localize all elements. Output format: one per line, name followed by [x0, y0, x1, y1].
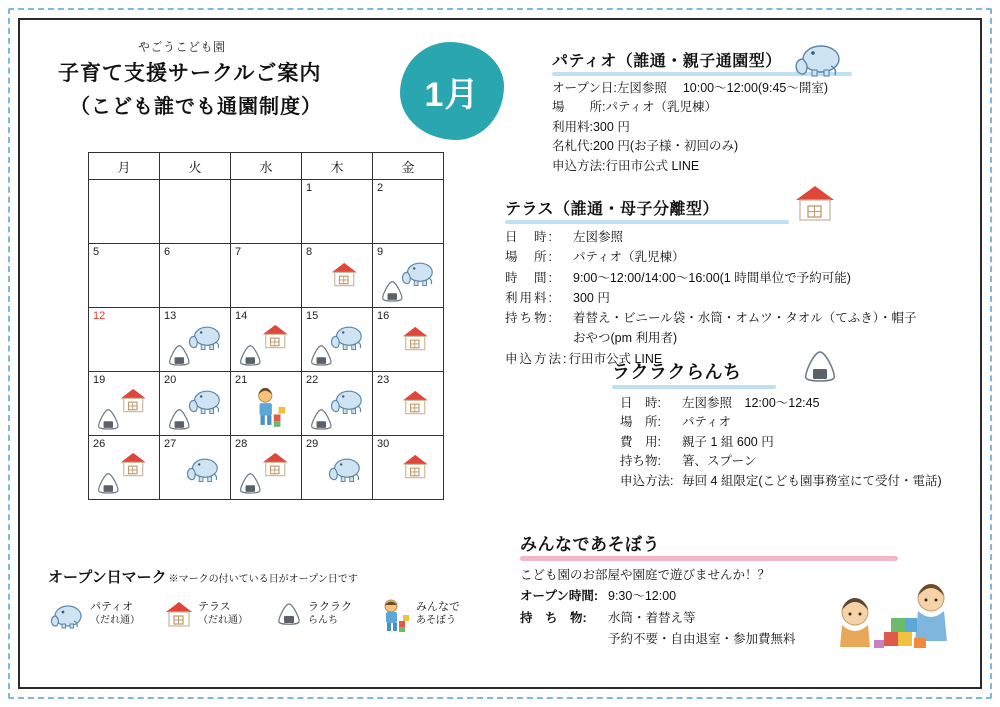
- info-row: [505, 227, 975, 247]
- onigiri-icon: [308, 406, 335, 433]
- weekday-header: 火: [160, 153, 231, 180]
- info-row: [552, 79, 952, 98]
- onigiri-icon: [166, 406, 193, 433]
- calendar-day-cell[interactable]: [231, 372, 302, 436]
- info-label: 時 間:: [505, 270, 554, 285]
- house-icon: [119, 386, 148, 415]
- calendar-table: [88, 152, 444, 500]
- info-label: 利用料:: [505, 290, 554, 305]
- info-row: [552, 118, 952, 137]
- legend-item-sub: あそぼう: [416, 614, 456, 626]
- calendar-day-number: 16: [377, 310, 390, 322]
- calendar-day-cell[interactable]: [373, 244, 444, 308]
- info-label: 持ち物:: [620, 454, 661, 469]
- calendar-day-number: 26: [93, 438, 106, 450]
- calendar-day-icons: [302, 450, 372, 498]
- info-value: 毎回 4 組限定(こども園事務室にて受付・電話): [682, 473, 942, 488]
- lunch-info-list: [612, 394, 972, 491]
- info-label: 費 用:: [620, 434, 661, 449]
- legend-items: [48, 595, 468, 657]
- section-underline: [520, 556, 898, 561]
- terrace-info-list: [505, 227, 975, 369]
- info-value: 9:30～12:00: [608, 589, 677, 604]
- calendar-day-number: 13: [164, 310, 177, 322]
- section-title-lunch-text: ラクラクらんち: [612, 362, 742, 382]
- legend-item-label: ラクラク: [308, 601, 352, 613]
- elephant-icon: [184, 454, 222, 484]
- calendar-day-number: 19: [93, 374, 106, 386]
- calendar-day-icons: [302, 322, 372, 370]
- section-terrace: [505, 196, 975, 369]
- onigiri-icon: [308, 342, 335, 369]
- section-underline: [612, 385, 776, 389]
- play-child-icon: [251, 386, 289, 428]
- asobou-lead: こども園のお部屋や園庭で遊びませんか！？: [520, 568, 771, 582]
- info-value: パティオ: [682, 415, 732, 430]
- elephant-icon: [48, 599, 86, 629]
- weekday-header: 木: [302, 153, 373, 180]
- legend-item-sub: （だれ通）: [198, 614, 248, 626]
- calendar-empty-cell: [231, 180, 302, 244]
- weekday-header: 水: [231, 153, 302, 180]
- section-title-patio-text: パティオ（誰通・親子通園型）: [552, 53, 782, 70]
- calendar-week-row: [89, 244, 444, 308]
- info-row: [620, 472, 972, 491]
- info-row: [505, 247, 975, 267]
- calendar-day-icons: [160, 450, 230, 498]
- house-icon: [261, 322, 290, 351]
- calendar-day-number: 2: [377, 182, 384, 194]
- calendar-day-number: 27: [164, 438, 177, 450]
- section-title-lunch: [612, 358, 742, 384]
- calendar-day-cell[interactable]: [373, 436, 444, 500]
- calendar-day-icons: [89, 386, 159, 434]
- calendar-day-cell[interactable]: [89, 308, 160, 372]
- calendar-day-number: 5: [93, 246, 100, 258]
- section-title-asobou: [520, 530, 660, 555]
- info-row: [505, 308, 975, 328]
- info-row: [505, 288, 975, 308]
- info-label: 日 時:: [505, 230, 554, 244]
- info-row: [620, 452, 972, 471]
- info-value: 300 円: [592, 119, 630, 134]
- calendar-day-cell[interactable]: [302, 244, 373, 308]
- calendar-day-number: 29: [306, 438, 319, 450]
- calendar-day-cell[interactable]: [373, 180, 444, 244]
- calendar-day-number: 6: [164, 246, 171, 258]
- calendar-day-cell[interactable]: [231, 308, 302, 372]
- info-value: 200 円(お子様・初回のみ): [592, 139, 739, 154]
- legend-note: ※マークの付いている日がオープン日です: [168, 574, 358, 585]
- calendar-body: [89, 180, 444, 500]
- calendar-day-cell[interactable]: [373, 308, 444, 372]
- calendar-day-cell[interactable]: [302, 180, 373, 244]
- legend-item-label: パティオ: [90, 601, 134, 613]
- info-label: 日 時:: [620, 396, 661, 410]
- onigiri-icon: [798, 346, 842, 388]
- info-row: [620, 413, 972, 432]
- calendar-day-cell[interactable]: [160, 308, 231, 372]
- calendar-day-cell[interactable]: [302, 372, 373, 436]
- calendar-day-icons: [373, 450, 443, 498]
- calendar-day-number: 9: [377, 246, 384, 258]
- calendar-day-cell[interactable]: [89, 436, 160, 500]
- children-blocks-illustration: [830, 576, 960, 652]
- calendar-day-number: 14: [235, 310, 248, 322]
- calendar-week-row: [89, 372, 444, 436]
- weekday-header: 金: [373, 153, 444, 180]
- calendar-week-row: [89, 436, 444, 500]
- calendar-day-cell[interactable]: [89, 244, 160, 308]
- info-label: オープン時間:: [520, 589, 599, 604]
- info-value: 水筒・着替え等: [608, 610, 696, 625]
- info-value: 着替え・ビニール袋・水筒・オムツ・タオル（てふき）・帽子: [573, 311, 917, 325]
- calendar-day-cell[interactable]: [160, 372, 231, 436]
- kindergarten-name: やごうこども園: [138, 40, 226, 54]
- play-child-icon: [378, 597, 412, 633]
- calendar-week-row: [89, 180, 444, 244]
- calendar-day-number: 15: [306, 310, 319, 322]
- calendar-day-number: 21: [235, 374, 248, 386]
- elephant-icon: [792, 36, 846, 78]
- legend-item-sub: らんち: [308, 614, 338, 626]
- info-row: [552, 98, 952, 117]
- onigiri-icon: [166, 342, 193, 369]
- calendar-day-icons: [160, 322, 230, 370]
- calendar-day-icons: [89, 450, 159, 498]
- calendar-empty-cell: [160, 180, 231, 244]
- calendar-day-icons: [231, 450, 301, 498]
- house-icon: [330, 260, 359, 289]
- onigiri-icon: [95, 470, 122, 497]
- calendar-day-number: 8: [306, 246, 313, 258]
- section-title-terrace: [505, 196, 719, 219]
- info-row: [620, 394, 972, 413]
- info-value: 左図参照: [573, 230, 624, 244]
- legend: [48, 566, 468, 657]
- info-row: [505, 268, 975, 288]
- info-value: パティオ（乳児棟）: [605, 100, 717, 115]
- calendar-week-row: [89, 308, 444, 372]
- calendar-day-cell[interactable]: [231, 244, 302, 308]
- calendar-day-icons: [373, 386, 443, 434]
- section-title-terrace-text: テラス（誰通・母子分離型）: [505, 201, 720, 218]
- info-label: 持 ち 物:: [520, 610, 587, 625]
- info-value: 9:00～12:00/14:00～16:00(1 時間単位で予約可能): [573, 270, 851, 285]
- info-label: 場 所:: [505, 250, 554, 265]
- calendar-day-icons: [160, 386, 230, 434]
- legend-item-label: みんなで: [416, 601, 460, 613]
- info-row: [620, 433, 972, 452]
- onigiri-icon: [379, 278, 406, 305]
- calendar-day-icons: [302, 258, 372, 306]
- section-patio: [552, 48, 952, 176]
- info-label: 名札代:: [552, 139, 593, 154]
- calendar-day-number: 30: [377, 438, 390, 450]
- info-value: 左図参照 12:00～12:45: [682, 396, 820, 410]
- calendar-day-number: 23: [377, 374, 390, 386]
- house-icon: [261, 450, 290, 479]
- asobou-note: 予約不要・自由退室・参加費無料: [608, 631, 796, 646]
- calendar-day-cell[interactable]: [160, 436, 231, 500]
- info-value: 親子 1 組 600 円: [682, 434, 774, 449]
- weekday-header: 月: [89, 153, 160, 180]
- calendar-day-cell[interactable]: [302, 308, 373, 372]
- calendar-day-cell[interactable]: [160, 244, 231, 308]
- onigiri-icon: [237, 342, 264, 369]
- info-value: 行田市公式 LINE: [568, 351, 663, 366]
- page-title: 子育て支援サークルご案内: [58, 62, 322, 85]
- info-value: 左図参照 10:00～12:00(9:45～開室): [616, 81, 829, 95]
- calendar-day-number: 28: [235, 438, 248, 450]
- onigiri-icon: [237, 470, 264, 497]
- calendar-day-number: 12: [93, 310, 106, 322]
- month-badge-label: 1月: [424, 75, 480, 114]
- info-label: 場 所:: [620, 415, 661, 430]
- page-subtitle: （こども誰でも通園制度）: [70, 96, 322, 118]
- calendar-day-icons: [302, 386, 372, 434]
- house-icon: [401, 452, 430, 481]
- calendar-day-cell[interactable]: [302, 436, 373, 500]
- house-icon: [119, 450, 148, 479]
- section-underline: [505, 220, 789, 224]
- legend-item-label: テラス: [198, 601, 231, 613]
- section-title-patio: [552, 48, 782, 71]
- onigiri-icon: [274, 599, 304, 629]
- legend-item-sub: （だれ通）: [90, 614, 140, 626]
- house-icon: [401, 324, 430, 353]
- info-value: 300 円: [573, 290, 610, 305]
- section-lunch: [612, 358, 972, 491]
- patio-info-list: [552, 79, 952, 176]
- calendar-day-number: 22: [306, 374, 319, 386]
- calendar-day-icons: [231, 322, 301, 370]
- calendar-day-number: 7: [235, 246, 242, 258]
- month-badge: [400, 42, 504, 140]
- calendar-day-number: 20: [164, 374, 177, 386]
- info-continuation: おやつ(pm 利用者): [573, 331, 678, 346]
- house-icon: [793, 182, 837, 224]
- legend-title: [48, 566, 468, 587]
- legend-title-text: オープン日マーク: [48, 569, 167, 586]
- house-icon: [164, 599, 194, 629]
- calendar-day-cell[interactable]: [89, 372, 160, 436]
- house-icon: [401, 388, 430, 417]
- info-label: オープン日:: [552, 81, 617, 95]
- elephant-icon: [326, 454, 364, 484]
- calendar-day-cell[interactable]: [231, 436, 302, 500]
- info-label: 場 所:: [552, 100, 606, 115]
- info-label: 利用料:: [552, 119, 593, 134]
- info-label: 申込方法:: [620, 473, 674, 488]
- calendar-header-row: [89, 153, 444, 180]
- info-label: 持ち物:: [505, 311, 554, 325]
- info-row: [552, 157, 952, 176]
- section-title-asobou-text: みんなであそぼう: [520, 535, 660, 554]
- calendar-day-icons: [231, 386, 301, 434]
- calendar-day-cell[interactable]: [373, 372, 444, 436]
- calendar-day-icons: [373, 258, 443, 306]
- info-value: 行田市公式 LINE: [605, 158, 700, 173]
- info-label: 申込方法:: [552, 158, 606, 173]
- info-value: パティオ（乳児棟）: [573, 250, 685, 265]
- info-value: 箸、スプーン: [682, 454, 757, 469]
- info-label: 申込方法:: [505, 351, 569, 366]
- calendar-day-icons: [373, 322, 443, 370]
- calendar-day-number: 1: [306, 182, 313, 194]
- info-row: [552, 137, 952, 156]
- calendar-empty-cell: [89, 180, 160, 244]
- onigiri-icon: [95, 406, 122, 433]
